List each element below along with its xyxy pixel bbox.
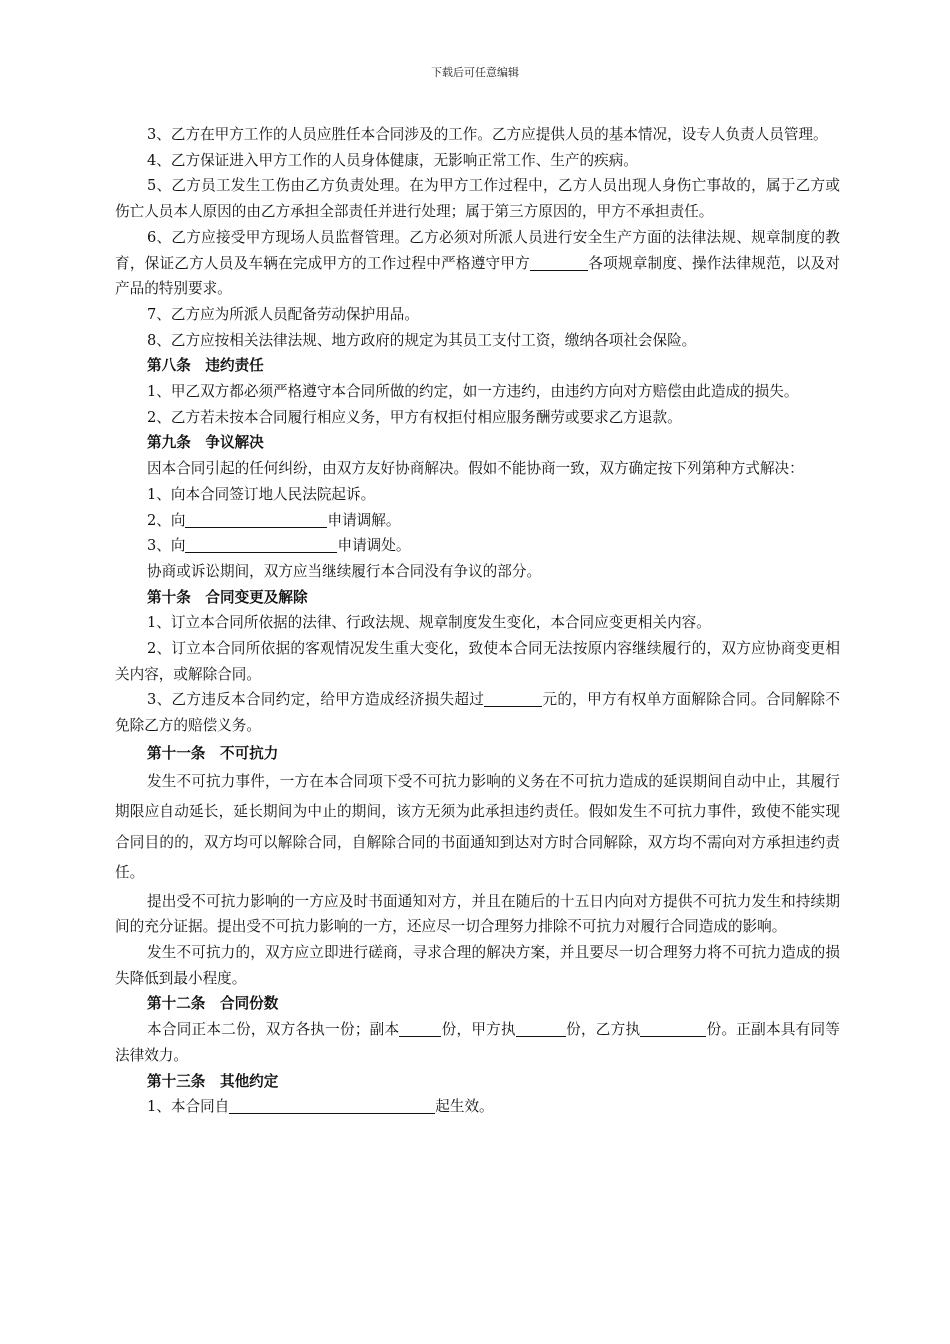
text-c: 份，乙方执: [565, 1021, 641, 1039]
text-a: 本合同正本二份，双方各执一份；副本: [147, 1021, 400, 1039]
clause-11-para-3: 发生不可抗力的，双方应立即进行磋商，寻求合理的解决方案，并且要尽一切合理努力将不可抗力造成的损失降低到最小程度。: [115, 943, 840, 987]
clause-12-heading: 第十二条 合同份数: [147, 995, 279, 1013]
blank-field: [229, 1097, 435, 1114]
clause-8-heading: 第八条 违约责任: [147, 357, 264, 375]
item-text-b: 申请调处。: [337, 537, 411, 555]
item-text-a: 3、向: [147, 537, 186, 555]
item-text-b: 元的，甲方有权单方面解除合同。合同解除不免除乙方的赔偿义务。: [115, 691, 840, 735]
clause-7-item-3: 3、乙方在甲方工作的人员应胜任本合同涉及的工作。乙方应提供人员的基本情况，设专人负责人员管理。: [147, 126, 828, 143]
item-6-text-a: 6、乙方应接受甲方现场人员监督管理。乙方必须对所派人员进行安全生产方面的法律法规、规章制度的教育，保证乙方人员及车辆在完成甲方的工作过程中严格遵守甲方: [115, 228, 840, 272]
clause-12-text: [115, 1017, 840, 1068]
clause-13-heading: 第十三条 其他约定: [147, 1072, 279, 1090]
blank-field: [185, 536, 337, 553]
clause-7-item-4: 4、乙方保证进入甲方工作的人员身体健康，无影响正常工作、生产的疾病。: [147, 151, 638, 169]
blank-field: [530, 254, 588, 271]
page-header: 下载后可任意编辑: [431, 66, 519, 79]
clause-11-heading: 第十一条 不可抗力: [147, 744, 279, 762]
blank-field: [640, 1020, 706, 1037]
blank-field: [516, 1020, 566, 1037]
item-6-text-b: 各项规章制度、操作法律规范，以及对产品的特别要求。: [115, 254, 840, 298]
clause-9-item-1: 1、向本合同签订地人民法院起诉。: [147, 485, 376, 503]
clause-7-item-7: 7、乙方应为所派人员配备劳动保护用品。: [147, 305, 419, 323]
clause-13-item-1: [115, 1094, 840, 1120]
clause-10-item-3: [115, 687, 840, 738]
clause-9-note: 协商或诉讼期间，双方应当继续履行本合同没有争议的部分。: [147, 562, 542, 580]
item-text-a: 3、乙方违反本合同约定，给甲方造成经济损失超过: [147, 691, 485, 709]
item-text-b: 申请调解。: [327, 511, 401, 529]
clause-7-item-6: [115, 225, 840, 302]
item-text-b: 起生效。: [435, 1098, 494, 1116]
clause-11-para-2: 提出受不可抗力影响的一方应及时书面通知对方，并且在随后的十五日内向对方提供不可抗力发生和持续期间的充分证据。提出受不可抗力影响的一方，还应尽一切合理努力排除不可抗力对履行合同造成的影响。: [115, 892, 840, 936]
contract-body: [115, 122, 840, 1120]
item-text-a: 2、向: [147, 511, 186, 529]
blank-field: [399, 1020, 441, 1037]
clause-8-item-1: 1、甲乙双方都必须严格遵守本合同所做的约定，如一方违约，由违约方向对方赔偿由此造成的损失。: [147, 383, 799, 401]
clause-10-item-1: 1、订立本合同所依据的法律、行政法规、规章制度发生变化，本合同应变更相关内容。: [147, 614, 711, 632]
clause-9-heading: 第九条 争议解决: [147, 434, 264, 452]
clause-10-item-2: 2、订立本合同所依据的客观情况发生重大变化，致使本合同无法按原内容继续履行的，双方应协商变更相关内容，或解除合同。: [115, 640, 840, 683]
blank-field: [484, 690, 542, 707]
clause-11-para-1: 发生不可抗力事件，一方在本合同项下受不可抗力影响的义务在不可抗力造成的延误期间自动中止，其履行期限应自动延长，延长期间为中止的期间，该方无须为此承担违约责任。假如发生不可抗力事件，致使不能实现合同目的的，双方均可以解除合同，自解除合同的书面通知到达对方时合同解除，双方均不需向对方承担违约责任。: [115, 772, 840, 882]
item-text-a: 1、本合同自: [147, 1098, 230, 1116]
clause-10-heading: 第十条 合同变更及解除: [147, 588, 308, 606]
clause-7-item-5: 5、乙方员工发生工伤由乙方负责处理。在为甲方工作过程中，乙方人员出现人身伤亡事故的，属于乙方或伤亡人员本人原因的由乙方承担全部责任并进行处理；属于第三方原因的，甲方不承担责任。: [115, 177, 840, 221]
clause-9-item-3: [115, 533, 840, 559]
text-d: 份。正副本具有同等法律效力。: [115, 1021, 840, 1064]
clause-7-item-8: 8、乙方应按相关法律法规、地方政府的规定为其员工支付工资，缴纳各项社会保险。: [147, 331, 697, 349]
clause-9-intro: 因本合同引起的任何纠纷，由双方友好协商解决。假如不能协商一致，双方确定按下列第种方式解决：: [147, 460, 804, 478]
text-b: 份，甲方执: [441, 1021, 516, 1039]
blank-field: [185, 511, 327, 528]
clause-8-item-2: 2、乙方若未按本合同履行相应义务，甲方有权拒付相应服务酬劳或要求乙方退款。: [147, 408, 682, 426]
clause-9-item-2: [115, 508, 840, 534]
